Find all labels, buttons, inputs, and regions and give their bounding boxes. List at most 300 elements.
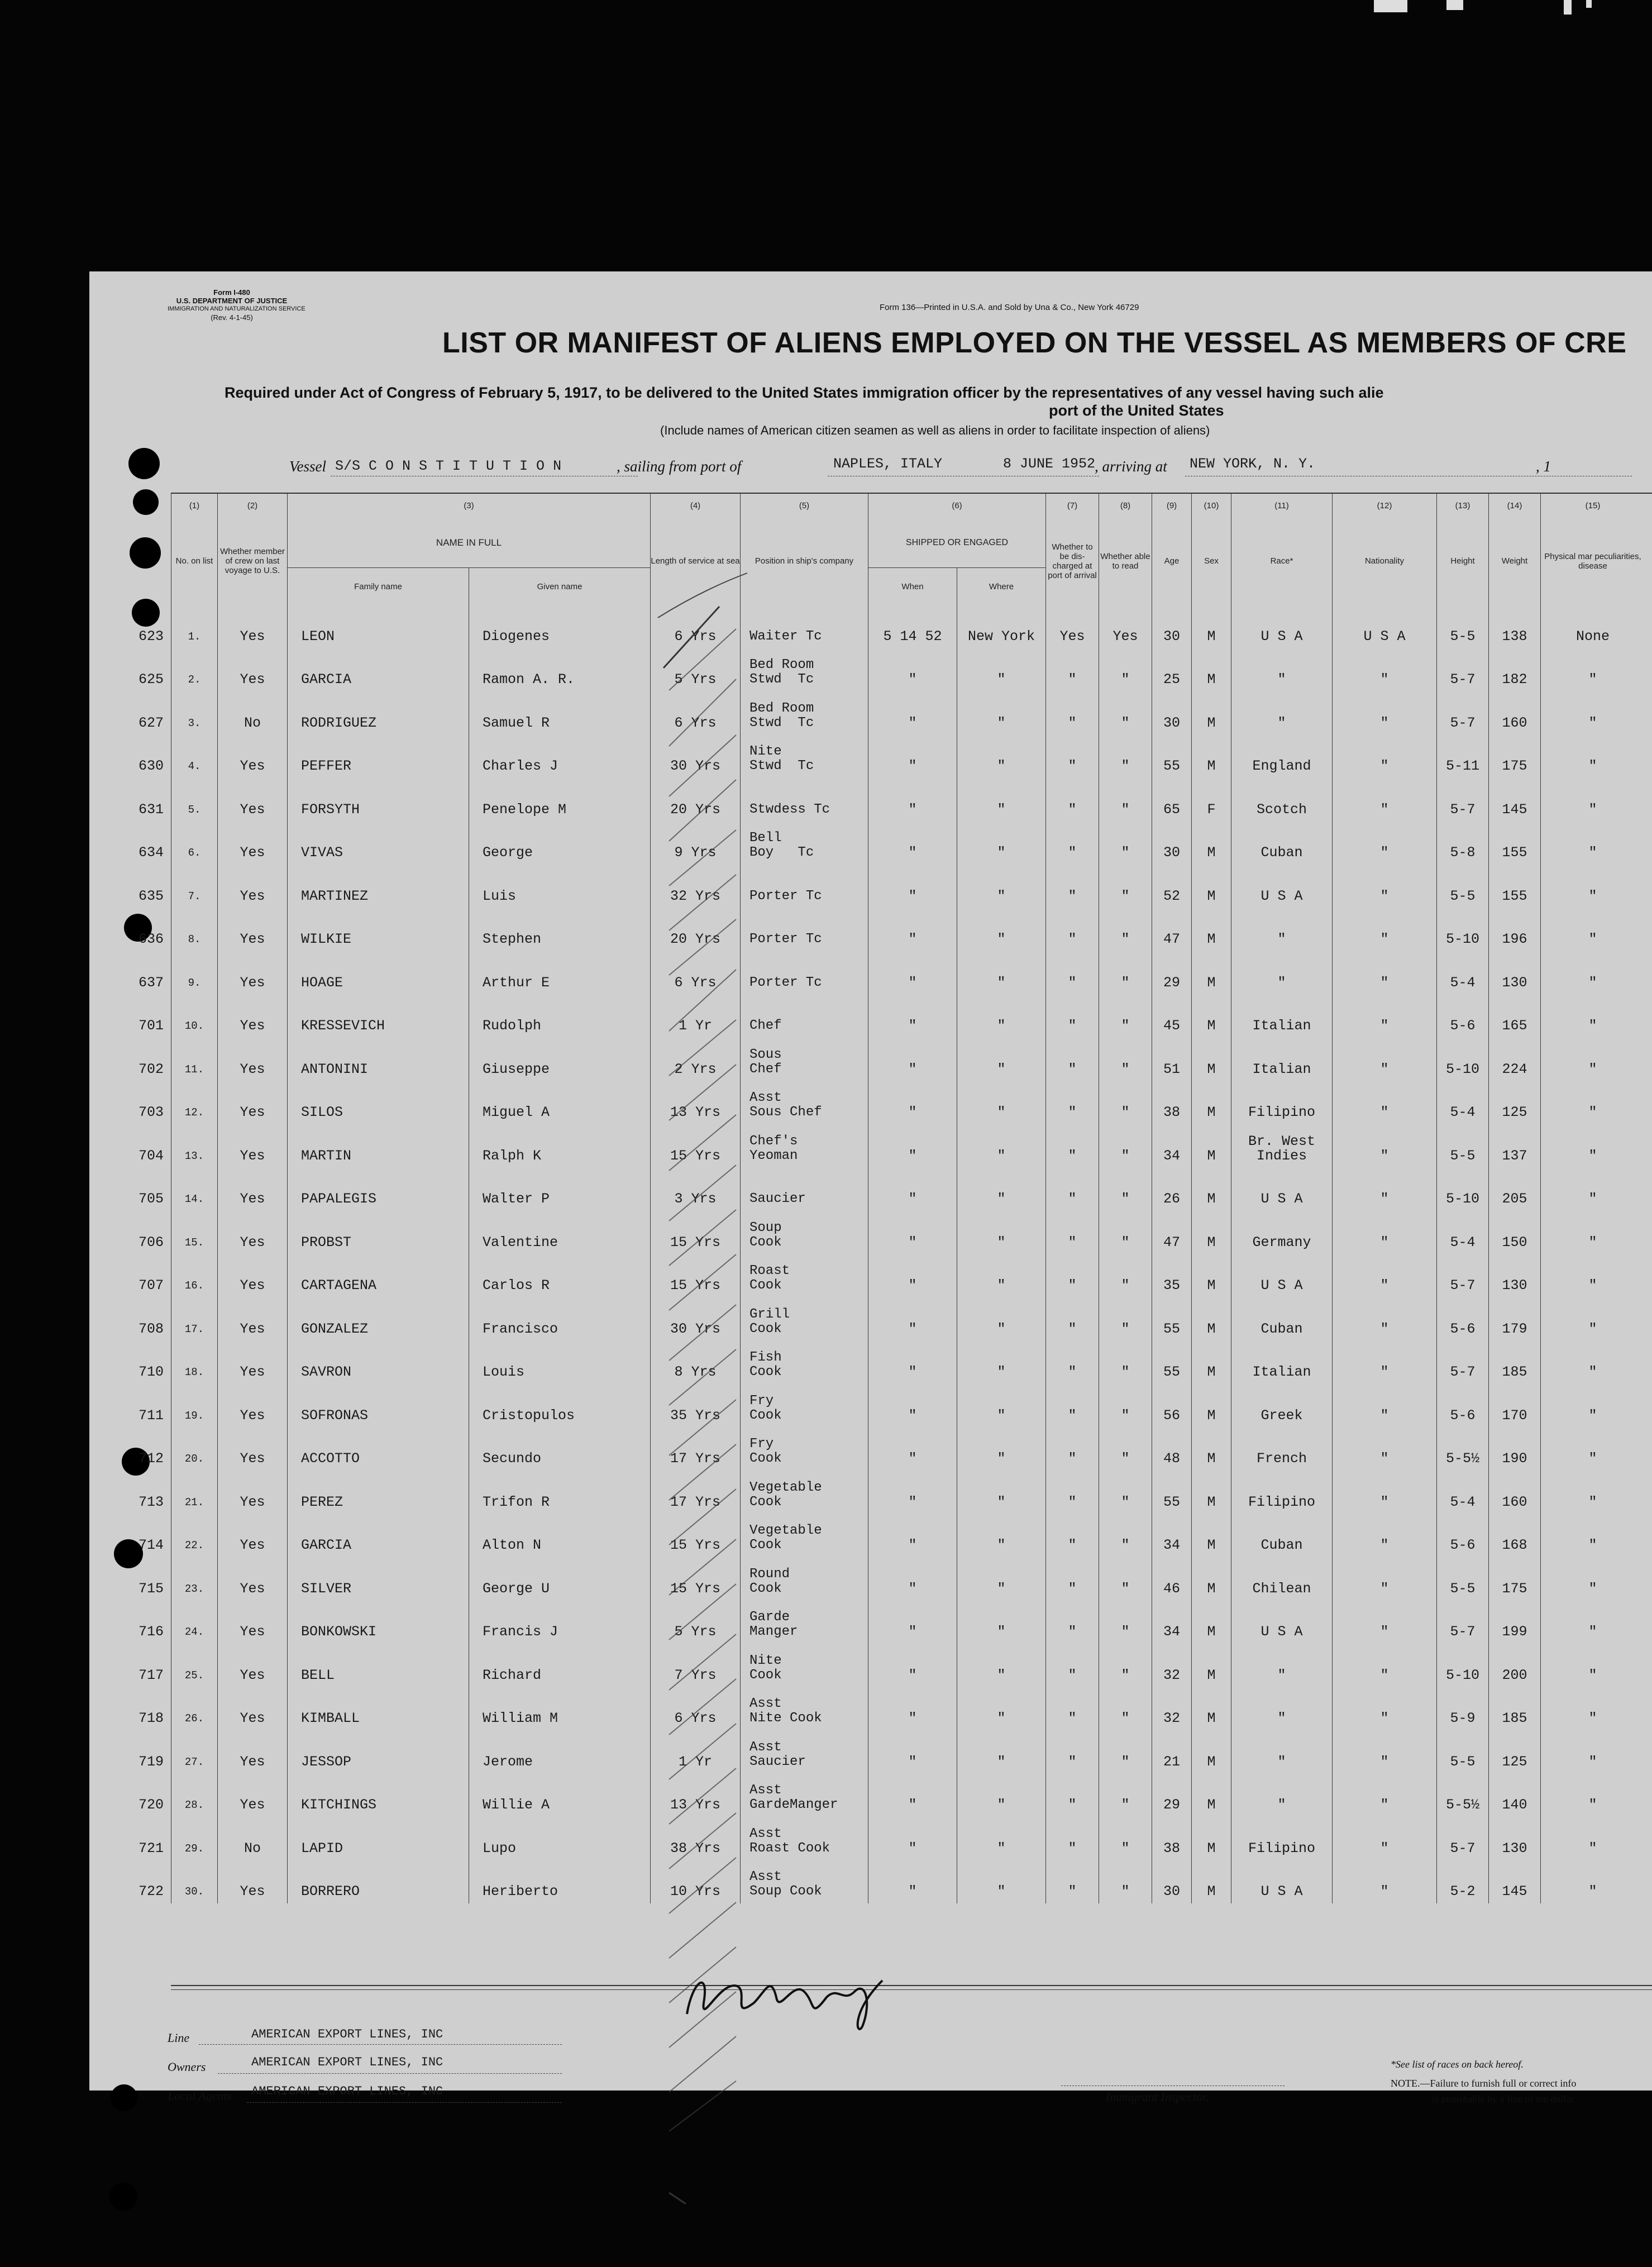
list-number: 4. (188, 760, 201, 772)
list-number: 22. (184, 1539, 204, 1552)
discharged-cell: " (1046, 1687, 1099, 1731)
line-number: 703 (138, 1104, 164, 1120)
crew-manifest-table (138, 494, 1645, 1903)
where-cell: " (957, 1514, 1046, 1558)
family-name-cell: BORRERO (288, 1860, 469, 1904)
where-cell: " (957, 1557, 1046, 1601)
line-number: 625 (138, 671, 164, 688)
discharged-cell: " (1046, 1730, 1099, 1774)
height-cell: 5-6 (1437, 1384, 1489, 1428)
position-cell: Vegetable Cook (741, 1514, 868, 1558)
height-cell: 5-7 (1437, 691, 1489, 735)
list-number-cell (138, 1081, 218, 1125)
position-cell: Porter Tc (741, 908, 868, 952)
service-cell: 15 Yrs (651, 1124, 741, 1168)
given-name-cell: Charles J (469, 735, 651, 779)
crew-cell: Yes (218, 1384, 288, 1428)
discharged-cell: " (1046, 1428, 1099, 1471)
read-cell: " (1099, 1471, 1152, 1514)
age-cell: 34 (1152, 1601, 1192, 1644)
list-number-cell (138, 648, 218, 692)
marks-cell: " (1541, 865, 1645, 908)
list-number: 18. (184, 1366, 204, 1378)
family-name-cell: GARCIA (288, 1514, 469, 1558)
line-number: 634 (138, 844, 164, 861)
weight-cell: 168 (1489, 1514, 1541, 1558)
crew-cell: Yes (218, 995, 288, 1038)
weight-cell: 199 (1489, 1601, 1541, 1644)
nationality-cell: " (1333, 648, 1437, 692)
age-cell: 55 (1152, 1297, 1192, 1341)
sailing-port: NAPLES, ITALY (833, 456, 943, 472)
read-cell: " (1099, 1211, 1152, 1254)
age-cell: 46 (1152, 1557, 1192, 1601)
col-service-header: Length of service at sea (651, 517, 741, 605)
col-marks-header: Physical mar peculiarities, disease (1541, 517, 1645, 605)
list-number: 6. (188, 847, 201, 859)
sex-cell: M (1192, 605, 1231, 648)
discharged-cell: " (1046, 691, 1099, 735)
discharged-cell: " (1046, 1514, 1099, 1558)
weight-cell: 205 (1489, 1168, 1541, 1211)
service-cell: 5 Yrs (651, 1601, 741, 1644)
list-number-cell (138, 951, 218, 995)
form-id-block (168, 288, 305, 322)
height-cell: 5-7 (1437, 1817, 1489, 1860)
discharged-cell: " (1046, 735, 1099, 779)
col-nationality-header: Nationality (1333, 517, 1437, 605)
where-cell: " (957, 995, 1046, 1038)
when-cell: " (868, 865, 957, 908)
line-number: 635 (138, 887, 164, 904)
sex-cell: M (1192, 1557, 1231, 1601)
table-row (171, 1730, 1645, 1774)
service-cell: 9 Yrs (651, 822, 741, 865)
crew-cell: No (218, 691, 288, 735)
given-name-cell: Giuseppe (469, 1038, 651, 1081)
service-cell: 30 Yrs (651, 735, 741, 779)
film-mark (1586, 0, 1592, 8)
where-cell: " (957, 908, 1046, 952)
list-number: 26. (184, 1712, 204, 1725)
nationality-cell: " (1333, 865, 1437, 908)
height-cell: 5-10 (1437, 908, 1489, 952)
family-name-cell: VIVAS (288, 822, 469, 865)
sex-cell: M (1192, 1428, 1231, 1471)
when-cell: " (868, 1384, 957, 1428)
given-name-cell: Samuel R (469, 691, 651, 735)
col-discharged-header: Whether to be dis-charged at port of arrival (1046, 517, 1099, 605)
revision: (Rev. 4-1-45) (211, 313, 253, 322)
height-cell: 5-4 (1437, 1211, 1489, 1254)
family-name-cell: RODRIGUEZ (288, 691, 469, 735)
punch-hole (111, 2084, 137, 2111)
col-8-number: (8) (1099, 494, 1152, 517)
height-cell: 5-6 (1437, 1514, 1489, 1558)
table-row (171, 1557, 1645, 1601)
given-name-cell: Walter P (469, 1168, 651, 1211)
read-cell: " (1099, 1124, 1152, 1168)
nationality-cell: " (1333, 1341, 1437, 1385)
family-name-cell: SAVRON (288, 1341, 469, 1385)
marks-cell: " (1541, 1601, 1645, 1644)
list-number: 5. (188, 803, 201, 816)
read-cell: " (1099, 1730, 1152, 1774)
col-crew-header: Whether member of crew on last voyage to U.S. (218, 517, 288, 605)
discharged-cell: " (1046, 1644, 1099, 1687)
discharged-cell: " (1046, 995, 1099, 1038)
table-row (171, 908, 1645, 952)
nationality-cell: " (1333, 1860, 1437, 1904)
table-row (171, 1601, 1645, 1644)
col-10-number: (10) (1192, 494, 1231, 517)
age-cell: 26 (1152, 1168, 1192, 1211)
line-number: 631 (138, 801, 164, 818)
position-cell: Nite Cook (741, 1644, 868, 1687)
family-name-cell: SILOS (288, 1081, 469, 1125)
where-cell: " (957, 1384, 1046, 1428)
read-cell: Yes (1099, 605, 1152, 648)
family-name-cell: MARTIN (288, 1124, 469, 1168)
subtitle-3: (Include names of American citizen seamen as well as aliens in order to facilitate inspection of aliens) (660, 423, 1210, 437)
line-number: 714 (138, 1537, 164, 1553)
sex-cell: M (1192, 648, 1231, 692)
nationality-cell: " (1333, 1081, 1437, 1125)
position-cell: Roast Cook (741, 1254, 868, 1298)
crew-cell: Yes (218, 648, 288, 692)
marks-cell: " (1541, 1384, 1645, 1428)
age-cell: 47 (1152, 1211, 1192, 1254)
table-row (171, 1297, 1645, 1341)
weight-cell: 145 (1489, 1860, 1541, 1904)
height-cell: 5-4 (1437, 951, 1489, 995)
marks-cell: " (1541, 1687, 1645, 1731)
crew-cell: Yes (218, 1297, 288, 1341)
sailing-date: 8 JUNE 1952 (1003, 456, 1096, 472)
sailing-label: , sailing from port of (617, 458, 742, 475)
given-name-cell: Jerome (469, 1730, 651, 1774)
sex-cell: M (1192, 1297, 1231, 1341)
nationality-cell: " (1333, 1644, 1437, 1687)
line-number: 706 (138, 1234, 164, 1251)
race-cell: Italian (1231, 995, 1333, 1038)
race-cell: Cuban (1231, 822, 1333, 865)
service-cell: 2 Yrs (651, 1038, 741, 1081)
family-name-cell: PEREZ (288, 1471, 469, 1514)
table-row (171, 1081, 1645, 1125)
marks-cell: " (1541, 1428, 1645, 1471)
nationality-cell: " (1333, 1471, 1437, 1514)
col-no-header: No. on list (171, 517, 218, 605)
race-cell: U S A (1231, 1254, 1333, 1298)
when-cell: " (868, 1428, 957, 1471)
when-cell: " (868, 822, 957, 865)
where-cell: " (957, 778, 1046, 822)
race-cell: Greek (1231, 1384, 1333, 1428)
col-position-header: Position in ship's company (741, 517, 868, 605)
where-cell: " (957, 1774, 1046, 1817)
list-number: 20. (184, 1453, 204, 1465)
when-cell: " (868, 1730, 957, 1774)
line-label: Line (168, 2031, 190, 2045)
table-row (171, 1774, 1645, 1817)
subtitle-1: Required under Act of Congress of February 5, 1917, to be delivered to the United States immigration officer by the representatives of any vessel having such alie (225, 384, 1384, 401)
position-cell: Bed Room Stwd Tc (741, 691, 868, 735)
list-number: 25. (184, 1669, 204, 1682)
family-name-cell: FORSYTH (288, 778, 469, 822)
height-cell: 5-10 (1437, 1038, 1489, 1081)
family-name-cell: GONZALEZ (288, 1297, 469, 1341)
marks-cell: " (1541, 908, 1645, 952)
line-number: 710 (138, 1364, 164, 1380)
age-cell: 45 (1152, 995, 1192, 1038)
when-cell: " (868, 1081, 957, 1125)
position-cell: Porter Tc (741, 865, 868, 908)
col-15-number: (15) (1541, 494, 1645, 517)
age-cell: 47 (1152, 908, 1192, 952)
position-cell: Waiter Tc (741, 605, 868, 648)
list-number: 16. (184, 1280, 204, 1292)
when-cell: " (868, 995, 957, 1038)
marks-cell: " (1541, 1211, 1645, 1254)
discharged-cell: " (1046, 1601, 1099, 1644)
age-cell: 48 (1152, 1428, 1192, 1471)
height-cell: 5-6 (1437, 1297, 1489, 1341)
discharged-cell: " (1046, 908, 1099, 952)
col-9-number: (9) (1152, 494, 1192, 517)
age-cell: 38 (1152, 1081, 1192, 1125)
list-number: 29. (184, 1842, 204, 1855)
line-number: 712 (138, 1450, 164, 1467)
where-cell: " (957, 865, 1046, 908)
table-row (171, 778, 1645, 822)
when-cell: " (868, 1817, 957, 1860)
nationality-cell: " (1333, 1774, 1437, 1817)
line-number: 704 (138, 1147, 164, 1164)
age-cell: 38 (1152, 1817, 1192, 1860)
sex-cell: M (1192, 1081, 1231, 1125)
height-cell: 5-8 (1437, 822, 1489, 865)
sex-cell: M (1192, 691, 1231, 735)
list-number: 15. (184, 1236, 204, 1249)
discharged-cell: " (1046, 865, 1099, 908)
sex-cell: M (1192, 1730, 1231, 1774)
family-name-cell: LEON (288, 605, 469, 648)
table-row (171, 865, 1645, 908)
list-number-cell (138, 1601, 218, 1644)
position-cell: Chef (741, 995, 868, 1038)
discharged-cell: " (1046, 1384, 1099, 1428)
penalty-note-1: NOTE.—Failure to furnish full or correct info (1391, 2078, 1577, 2089)
arriving-label: , arriving at (1095, 458, 1167, 475)
discharged-cell: " (1046, 1081, 1099, 1125)
age-cell: 52 (1152, 865, 1192, 908)
when-cell: " (868, 1774, 957, 1817)
height-cell: 5-5½ (1437, 1428, 1489, 1471)
list-number-cell (138, 1038, 218, 1081)
read-cell: " (1099, 1860, 1152, 1904)
service-cell: 20 Yrs (651, 908, 741, 952)
line-number: 722 (138, 1883, 164, 1899)
family-name-cell: MARTINEZ (288, 865, 469, 908)
discharged-cell: " (1046, 1817, 1099, 1860)
arrival-port: NEW YORK, N. Y. (1190, 456, 1316, 472)
race-cell: " (1231, 1644, 1333, 1687)
sex-cell: M (1192, 1817, 1231, 1860)
marks-cell: " (1541, 778, 1645, 822)
read-cell: " (1099, 908, 1152, 952)
sex-cell: M (1192, 1644, 1231, 1687)
nationality-cell: " (1333, 908, 1437, 952)
table-row (171, 822, 1645, 865)
height-cell: 5-10 (1437, 1168, 1489, 1211)
when-cell: 5 14 52 (868, 605, 957, 648)
family-name-cell: BELL (288, 1644, 469, 1687)
height-cell: 5-2 (1437, 1860, 1489, 1904)
penalty-note-2: is punishable by a fine of ten dollar (1432, 2093, 1574, 2104)
owners-underline (218, 2073, 562, 2074)
given-name-cell: Carlos R (469, 1254, 651, 1298)
list-number-cell (138, 1514, 218, 1558)
col-2-number: (2) (218, 494, 288, 517)
race-cell: U S A (1231, 1168, 1333, 1211)
table-row (171, 1384, 1645, 1428)
race-cell: Cuban (1231, 1514, 1333, 1558)
read-cell: " (1099, 735, 1152, 779)
sex-cell: M (1192, 822, 1231, 865)
where-cell: " (957, 1038, 1046, 1081)
weight-cell: 155 (1489, 822, 1541, 865)
list-number-cell (138, 778, 218, 822)
table-row (171, 735, 1645, 779)
owners-label: Owners (168, 2060, 206, 2074)
age-cell: 21 (1152, 1730, 1192, 1774)
position-cell: Asst Roast Cook (741, 1817, 868, 1860)
service-cell: 15 Yrs (651, 1254, 741, 1298)
year-suffix: , 1 (1536, 458, 1551, 475)
where-cell: " (957, 1211, 1046, 1254)
race-cell: Italian (1231, 1038, 1333, 1081)
service-cell: 1 Yr (651, 995, 741, 1038)
race-cell: U S A (1231, 605, 1333, 648)
sex-cell: M (1192, 1514, 1231, 1558)
marks-cell: " (1541, 1644, 1645, 1687)
age-cell: 34 (1152, 1514, 1192, 1558)
nationality-cell: " (1333, 1168, 1437, 1211)
position-cell: Fry Cook (741, 1384, 868, 1428)
age-cell: 32 (1152, 1644, 1192, 1687)
discharged-cell: " (1046, 1168, 1099, 1211)
given-name-cell: Miguel A (469, 1081, 651, 1125)
crew-cell: No (218, 1817, 288, 1860)
marks-cell: " (1541, 1038, 1645, 1081)
table-row (171, 995, 1645, 1038)
given-name-cell: Heriberto (469, 1860, 651, 1904)
header-number-row (171, 494, 1645, 517)
list-number: 11. (184, 1063, 204, 1076)
position-cell: Round Cook (741, 1557, 868, 1601)
height-cell: 5-7 (1437, 778, 1489, 822)
when-cell: " (868, 1124, 957, 1168)
race-cell: " (1231, 908, 1333, 952)
crew-cell: Yes (218, 1341, 288, 1385)
given-name-cell: Francisco (469, 1297, 651, 1341)
list-number: 12. (184, 1106, 204, 1119)
marks-cell: " (1541, 648, 1645, 692)
height-cell: 5-4 (1437, 1471, 1489, 1514)
family-name-cell: WILKIE (288, 908, 469, 952)
when-cell: " (868, 1211, 957, 1254)
crew-cell: Yes (218, 1168, 288, 1211)
height-cell: 5-7 (1437, 648, 1489, 692)
crew-cell: Yes (218, 908, 288, 952)
family-name-cell: HOAGE (288, 951, 469, 995)
list-number-cell (138, 1341, 218, 1385)
age-cell: 30 (1152, 822, 1192, 865)
crew-cell: Yes (218, 865, 288, 908)
col-1-number: (1) (171, 494, 218, 517)
inspector-label: Immigrant Inspector. (1106, 2090, 1209, 2104)
nationality-cell: " (1333, 1124, 1437, 1168)
height-cell: 5-10 (1437, 1644, 1489, 1687)
list-number: 2. (188, 674, 201, 686)
list-number: 27. (184, 1755, 204, 1768)
family-name-cell: LAPID (288, 1817, 469, 1860)
table-row (171, 648, 1645, 692)
table-bottom-rule-2 (171, 1989, 1652, 1990)
weight-cell: 185 (1489, 1687, 1541, 1731)
nationality-cell: " (1333, 1514, 1437, 1558)
sex-cell: M (1192, 1168, 1231, 1211)
given-name-cell: Rudolph (469, 995, 651, 1038)
service-cell: 1 Yr (651, 1730, 741, 1774)
when-cell: " (868, 691, 957, 735)
when-cell: " (868, 1168, 957, 1211)
nationality-cell: " (1333, 1211, 1437, 1254)
given-name-cell: Richard (469, 1644, 651, 1687)
marks-cell: " (1541, 822, 1645, 865)
crew-cell: Yes (218, 778, 288, 822)
marks-cell: None (1541, 605, 1645, 648)
where-cell: " (957, 951, 1046, 995)
agents-value: AMERICAN EXPORT LINES, INC (251, 2084, 443, 2098)
list-number: 17. (184, 1323, 204, 1335)
race-cell: French (1231, 1428, 1333, 1471)
where-cell: " (957, 1471, 1046, 1514)
race-note: *See list of races on back hereof. (1391, 2059, 1524, 2070)
vessel-label: Vessel (289, 458, 326, 475)
line-number: 707 (138, 1277, 164, 1294)
service-cell: 8 Yrs (651, 1341, 741, 1385)
where-cell: " (957, 1860, 1046, 1904)
marks-cell: " (1541, 1557, 1645, 1601)
nationality-cell: " (1333, 691, 1437, 735)
age-cell: 55 (1152, 1471, 1192, 1514)
discharged-cell: " (1046, 1471, 1099, 1514)
list-number-cell (138, 1817, 218, 1860)
crew-cell: Yes (218, 1601, 288, 1644)
crew-cell: Yes (218, 605, 288, 648)
read-cell: " (1099, 1774, 1152, 1817)
race-cell: " (1231, 1730, 1333, 1774)
sex-cell: M (1192, 1254, 1231, 1298)
list-number-cell (138, 1297, 218, 1341)
where-cell: " (957, 1428, 1046, 1471)
position-cell: Stwdess Tc (741, 778, 868, 822)
family-name-cell: KITCHINGS (288, 1774, 469, 1817)
nationality-cell: " (1333, 1384, 1437, 1428)
height-cell: 5-5 (1437, 1730, 1489, 1774)
